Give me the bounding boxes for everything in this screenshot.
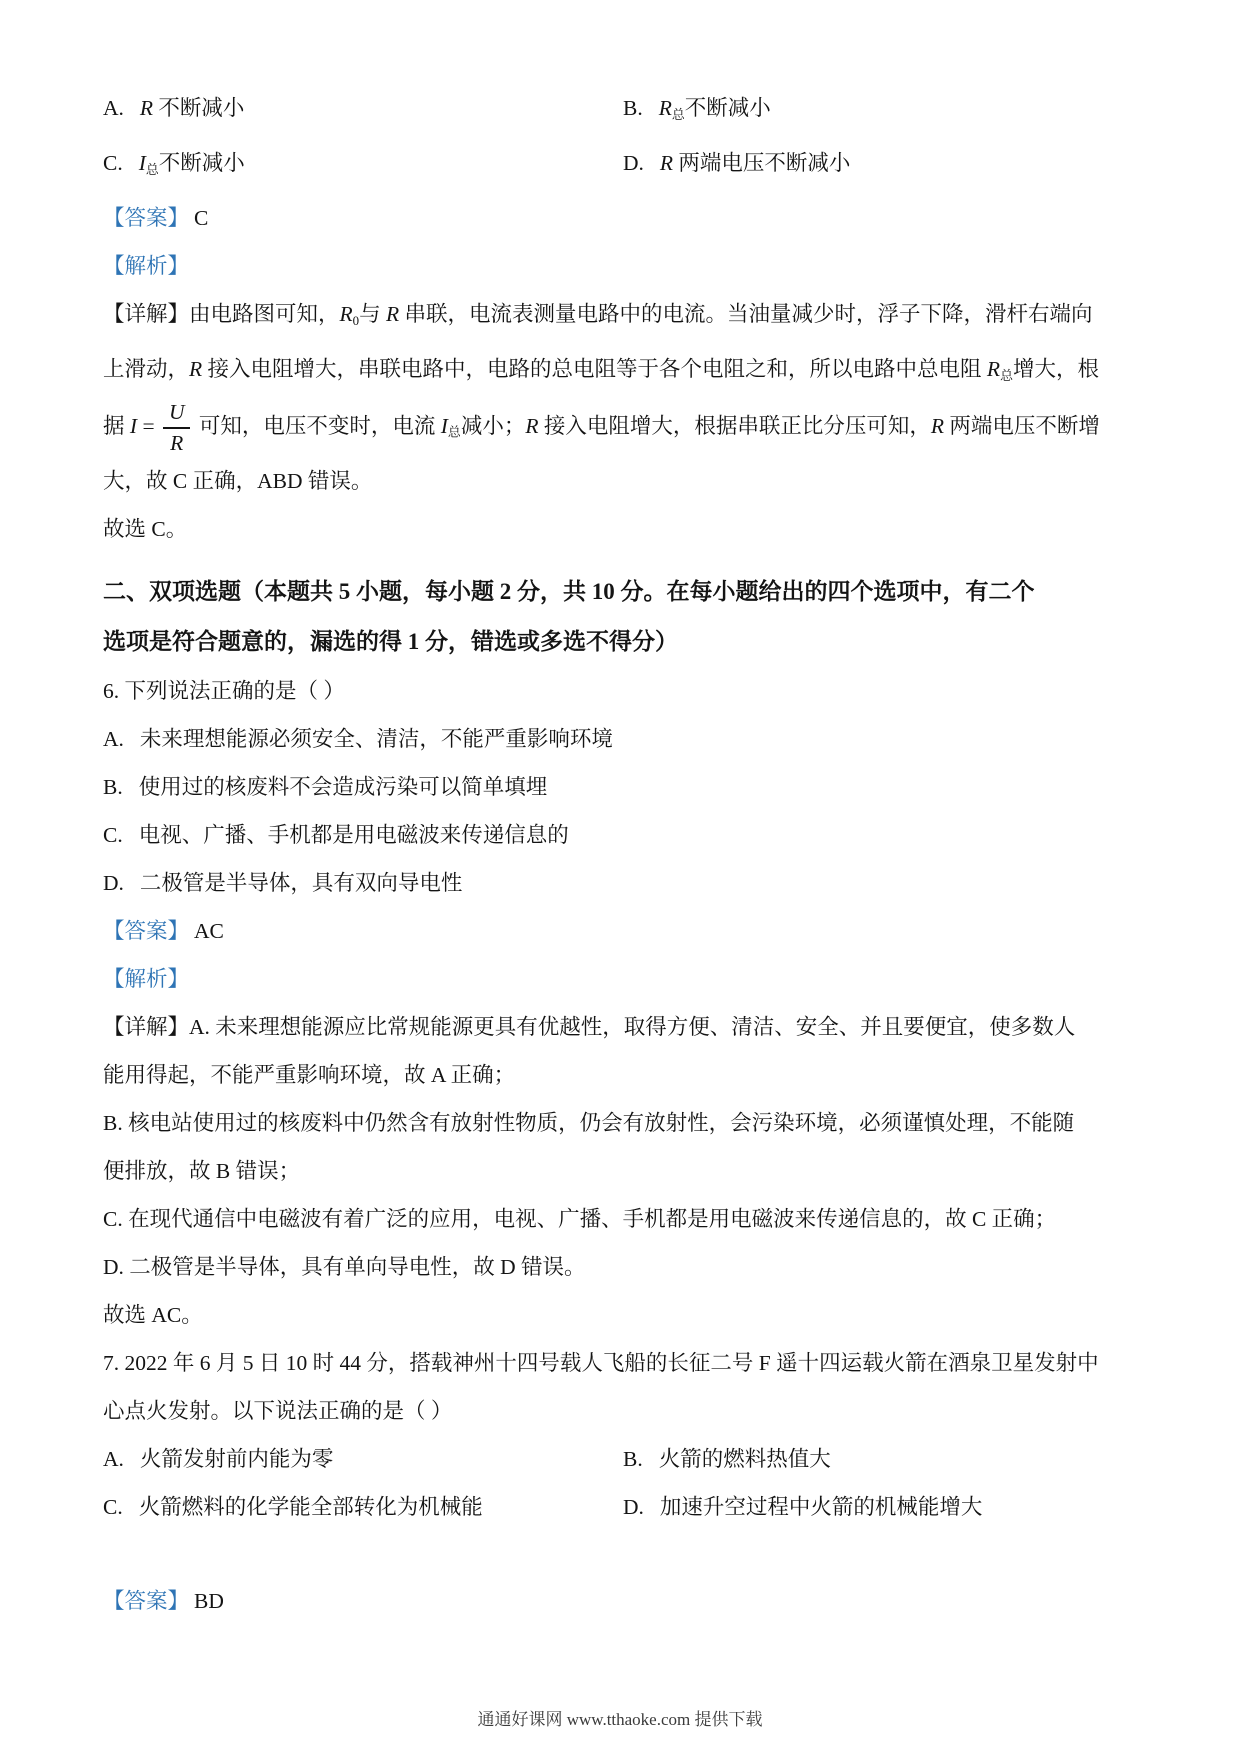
option-letter: C. (103, 823, 123, 848)
option-text: 未来理想能源必须安全、清洁，不能严重影响环境 (139, 727, 613, 752)
q6-analysis-line (103, 955, 1140, 1003)
option-text: I总不断减小 (138, 150, 245, 177)
q6-detail-line-3: B. 核电站使用过的核废料中仍然含有放射性物质，仍会有放射性，会污染环境，必须谨慎处理，不能随 (103, 1111, 1075, 1136)
option-letter: D. (623, 1495, 644, 1520)
option-letter: B. (103, 775, 123, 800)
q5-answer-value: C (194, 205, 209, 230)
footer-text: 通通好课网 www.tthaoke.com 提供下载 (477, 1710, 763, 1729)
option-letter: A. (103, 1447, 124, 1472)
option-text: 火箭的燃料热值大 (658, 1447, 831, 1472)
option-text: R 两端电压不断减小 (659, 150, 851, 175)
section-2-heading (103, 567, 1140, 667)
q5-option-c (103, 139, 623, 194)
option-text: 二极管是半导体，具有双向导电性 (139, 871, 463, 896)
q6-option-a (103, 715, 1140, 763)
option-text: R总不断减小 (658, 96, 771, 122)
option-text: R 不断减小 (139, 96, 245, 120)
option-text: 加速升空过程中火箭的机械能增大 (659, 1495, 983, 1520)
q6-detail-line-5: C. 在现代通信中电磁波有着广泛的应用，电视、广播、手机都是用电磁波来传递信息的，故 C 正确； (103, 1207, 1057, 1232)
q5-detail-line-4: 大，故 C 正确，ABD 错误。 (103, 469, 373, 494)
q6-answer-line (103, 907, 1140, 955)
page-footer (0, 1705, 1240, 1730)
section-2-heading-line-2: 选项是符合题意的，漏选的得 1 分，错选或多选不得分） (103, 629, 678, 655)
q5-answer-line (103, 194, 1140, 242)
q5-option-a (103, 84, 623, 139)
option-letter: B. (623, 1447, 643, 1472)
option-letter: B. (623, 96, 643, 120)
option-letter: C. (103, 150, 123, 175)
q5-detail-line-1: 【详解】由电路图可知，R0与 R 串联，电流表测量电路中的电流。当油量减少时，浮子下降，滑杆右端向 (103, 301, 1093, 328)
q7-stem-line-2: 心点火发射。以下说法正确的是（ ） (103, 1399, 453, 1424)
q7-option-b (623, 1435, 1140, 1483)
analysis-label: 【解析】 (103, 253, 190, 278)
answer-label: 【答案】 (103, 1589, 190, 1614)
q7-answer-value: BD (194, 1589, 224, 1614)
option-letter: A. (103, 727, 124, 752)
q6-detail-line-1: 【详解】A. 未来理想能源应比常规能源更具有优越性，取得方便、清洁、安全、并且要便宜，使多数人 (103, 1015, 1076, 1040)
q7-option-d (623, 1483, 1140, 1531)
option-letter: A. (103, 96, 124, 120)
q6-detail-line-2: 能用得起，不能严重影响环境，故 A 正确； (103, 1063, 516, 1088)
answer-label: 【答案】 (103, 919, 190, 944)
q6-conclusion: 故选 AC。 (103, 1303, 203, 1328)
q6-option-b (103, 763, 1140, 811)
q7-option-a (103, 1435, 623, 1483)
q7-stem-line-1: 7. 2022 年 6 月 5 日 10 时 44 分，搭载神州十四号载人飞船的长征二号 F 遥十四运载火箭在酒泉卫星发射中 (103, 1351, 1099, 1376)
option-letter: D. (103, 871, 124, 896)
option-letter: C. (103, 1495, 123, 1520)
q6-option-d (103, 859, 1140, 907)
q5-option-d (623, 139, 1140, 194)
q5-option-b (623, 84, 1140, 139)
answer-label: 【答案】 (103, 205, 190, 230)
q6-detail-line-4: 便排放，故 B 错误； (103, 1159, 301, 1184)
option-text: 电视、广播、手机都是用电磁波来传递信息的 (138, 823, 569, 848)
section-2-heading-line-1: 二、双项选题（本题共 5 小题，每小题 2 分，共 10 分。在每小题给出的四个选项中，有二个 (103, 579, 1035, 605)
option-text: 使用过的核废料不会造成污染可以简单填埋 (138, 775, 548, 800)
q5-detail-line-2: 上滑动，R 接入电阻增大，串联电路中，电路的总电阻等于各个电阻之和，所以电路中总电阻 R总增大，根 (103, 356, 1099, 383)
q5-conclusion: 故选 C。 (103, 517, 188, 542)
q5-detail-line-3: 据 I = $\frac{U}{R}$ 可知，电压不变时，电流 I总减小；R 接入电阻增大，根据串联正比分压可知，R 两端电压不断增 (103, 400, 1100, 456)
q7-options (103, 1435, 1140, 1531)
option-text: 火箭发射前内能为零 (139, 1447, 334, 1472)
q6-option-c (103, 811, 1140, 859)
option-text: 火箭燃料的化学能全部转化为机械能 (138, 1495, 483, 1520)
analysis-label: 【解析】 (103, 967, 190, 992)
q5-options (103, 84, 1140, 194)
q6-detail-line-6: D. 二极管是半导体，具有单向导电性，故 D 错误。 (103, 1255, 586, 1280)
q7-option-c (103, 1483, 623, 1531)
q6-stem: 6. 下列说法正确的是（ ） (103, 679, 345, 704)
option-letter: D. (623, 150, 644, 175)
q7-answer-line (103, 1577, 1140, 1625)
q5-analysis-line (103, 242, 1140, 290)
q6-answer-value: AC (194, 919, 224, 944)
